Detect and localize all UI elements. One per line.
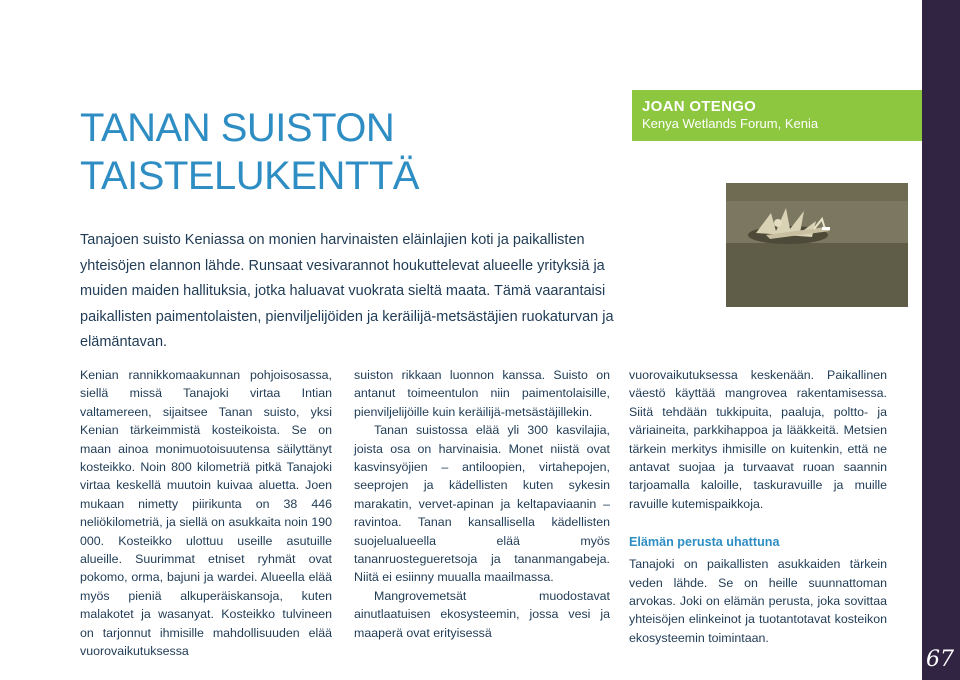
column2-paragraph-3: Mangrovemetsät muodostavat ainutlaatuisen ekosysteemin, jossa vesi ja maaperä ovat erityisessä	[354, 588, 610, 640]
river-photo-illustration	[726, 183, 908, 307]
author-name: JOAN OTENGO	[642, 98, 757, 115]
text-column-2	[354, 366, 610, 642]
title-line-2: TAISTELUKENTTÄ	[80, 154, 419, 198]
author-organization: Kenya Wetlands Forum, Kenia	[642, 116, 819, 131]
column2-paragraph-1: suiston rikkaan luonnon kanssa. Suisto on antanut toimeentulon niin paimentolaisille, pienviljelijöille kuin keräilijä-metsästäjillekin.	[354, 368, 610, 419]
section-subheading: Elämän perusta uhattuna	[629, 535, 780, 550]
page-number: 67	[926, 647, 954, 672]
text-column-1	[80, 366, 332, 661]
sidebar-bar	[922, 0, 960, 680]
column2-paragraph-2: Tanan suistossa elää yli 300 kasvilajia, joista osa on harvinaisia. Monet niistä ovat kasvinsyöjien – antiloopien, virtahepojen, seeprojen ja kädellisten kuten sykesin marakatin, vervet-apinan ja keltapaviaanin – ravintoa. Tanan kansallisella kädellisten suojelualueella elää myös tananruostegueretsoja ja tananmangabeja. Niitä ei esiinny muualla maailmassa.	[354, 423, 610, 585]
author-box	[632, 90, 922, 141]
title-line-1: TANAN SUISTON	[80, 106, 395, 150]
text-column-3	[629, 366, 887, 647]
column3-paragraph-1: vuorovaikutuksessa keskenään. Paikallinen väestö käyttää mangrovea rakentamisessa. Siitä tehdään tukkipuita, paaluja, poltto- ja väriaineita, parkkihappoa ja lääkkeitä. Metsien tärkein merkitys ihmisille on kuitenkin, että ne antavat suojaa ja turvaavat ruoan saannin tarjoamalla kaloille, taskuravuille ja muille ravuille kutemispaikkoja.	[629, 368, 887, 511]
intro-paragraph: Tanajoen suisto Keniassa on monien harvinaisten eläinlajien koti ja paikallisten yhteisöjen elannon lähde. Runsaat vesivarannot houkuttelevat alueelle yrityksiä ja muiden maiden hallituksia, jotka haluavat vuokrata sieltä maata. Tämä vaarantaisi paikallisten paimentolaisten, pienviljelijöiden ja keräilijä-metsästäjien ruokaturvan ja elämäntavan.	[80, 232, 614, 350]
river-delta-photo	[726, 183, 908, 307]
column1-paragraph-1: Kenian rannikkomaakunnan pohjoisosassa, siellä missä Tanajoki virtaa Intian valtamereen, sijaitsee Tanan suisto, yksi Kenian tärkeimmistä kosteikoista. Se on maan ainoa monimuotoisuutensa säilyttänyt kosteikko. Noin 800 kilometriä pitkä Tanajoki virtaa keskellä muutoin kuivaa aluetta. Joen mukaan nimetty piirikunta on 38 446 neliökilometriä, ja siellä on asukkaita noin 190 000. Kosteikko ulottuu useille asutuille alueille. Suurimmat etniset ryhmät ovat pokomo, orma, bajuni ja wardei. Alueella elää myös pieniä alkuperäiskansoja, kuten malakotet ja wasanyat. Kosteikko tulvineen on tarjonnut ihmisille mahdollisuuden elää vuorovaikutuksessa	[80, 368, 332, 659]
page-title	[80, 104, 419, 200]
column3-paragraph-2: Tanajoki on paikallisten asukkaiden tärkein veden lähde. Se on heille suunnattoman arvokas. Joki on elämän perusta, joka sovittaa yhteisöjen elinkeinot ja tuotantotavat kosteikon ekosysteemin toimintaan.	[629, 557, 887, 645]
